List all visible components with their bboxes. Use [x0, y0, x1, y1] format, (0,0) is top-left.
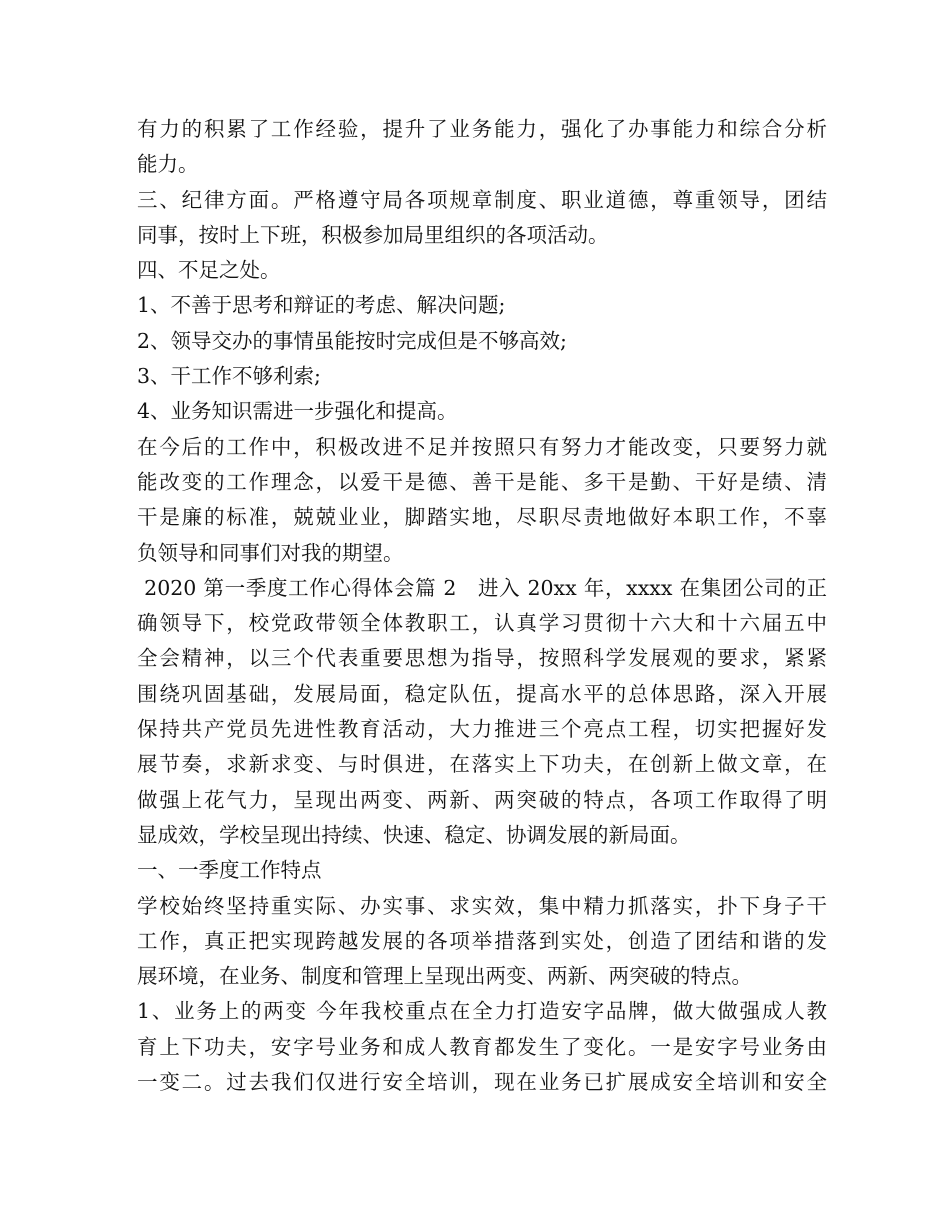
text-line: 全会精神，以三个代表重要思想为指导，按照科学发展观的要求，紧紧: [137, 646, 827, 671]
text-line: 有力的积累了工作经验，提升了业务能力，强化了办事能力和综合分析: [137, 117, 827, 141]
text-line: 干是廉的标准，兢兢业业，脚踏实地，尽职尽责地做好本职工作，不辜: [137, 505, 827, 530]
text-line: 展环境，在业务、制度和管理上呈现出两变、两新、两突破的特点。: [137, 964, 752, 989]
text-line: 工作，真正把实现跨越发展的各项举措落到实处，创造了团结和谐的发: [137, 928, 827, 953]
text-line: 三、纪律方面。严格遵守局各项规章制度、职业道德，尊重领导，团结: [137, 187, 827, 212]
text-line: 围绕巩固基础，发展局面，稳定队伍，提高水平的总体思路，深入开展: [137, 681, 827, 706]
text-line: 1、业务上的两变 今年我校重点在全力打造安字品牌，做大做强成人教: [137, 999, 827, 1024]
text-line: 一变二。过去我们仅进行安全培训，现在业务已扩展成安全培训和安全: [137, 1070, 827, 1095]
text-line: 负领导和同事们对我的期望。: [137, 540, 404, 565]
article-title-line: 2020 第一季度工作心得体会篇 2 进入 20xx 年，xxxx 在集团公司的正: [137, 575, 827, 600]
text-line: 展节奏，求新求变、与时俱进，在落实上下功夫，在创新上做文章，在: [137, 752, 827, 777]
text-line: 在今后的工作中，积极改进不足并按照只有努力才能改变，只要努力就: [137, 434, 827, 459]
document-body: [137, 112, 827, 1100]
text-line: 能改变的工作理念，以爱干是德、善干是能、多干是勤、干好是绩、清: [137, 469, 827, 494]
text-line: 育上下功夫，安字号业务和成人教育都发生了变化。一是安字号业务由: [137, 1034, 827, 1059]
section-heading: 一、一季度工作特点: [137, 858, 322, 883]
text-line: 确领导下，校党政带领全体教职工，认真学习贯彻十六大和十六届五中: [137, 611, 827, 636]
list-item: 3、干工作不够利索;: [137, 364, 321, 389]
text-line: 同事，按时上下班，积极参加局里组织的各项活动。: [137, 222, 609, 247]
list-item: 1、不善于思考和辩证的考虑、解决问题;: [137, 293, 506, 318]
text-line: 能力。: [137, 152, 199, 177]
list-item: 2、领导交办的事情虽能按时完成但是不够高效;: [137, 328, 567, 353]
text-line: 显成效，学校呈现出持续、快速、稳定、协调发展的新局面。: [137, 822, 691, 847]
section-heading: 四、不足之处。: [137, 258, 281, 283]
list-item: 4、业务知识需进一步强化和提高。: [137, 399, 458, 424]
text-line: 学校始终坚持重实际、办实事、求实效，集中精力抓落实，扑下身子干: [137, 893, 827, 918]
text-line: 做强上花气力，呈现出两变、两新、两突破的特点，各项工作取得了明: [137, 787, 827, 812]
text-line: 保持共产党员先进性教育活动，大力推进三个亮点工程，切实把握好发: [137, 717, 827, 742]
